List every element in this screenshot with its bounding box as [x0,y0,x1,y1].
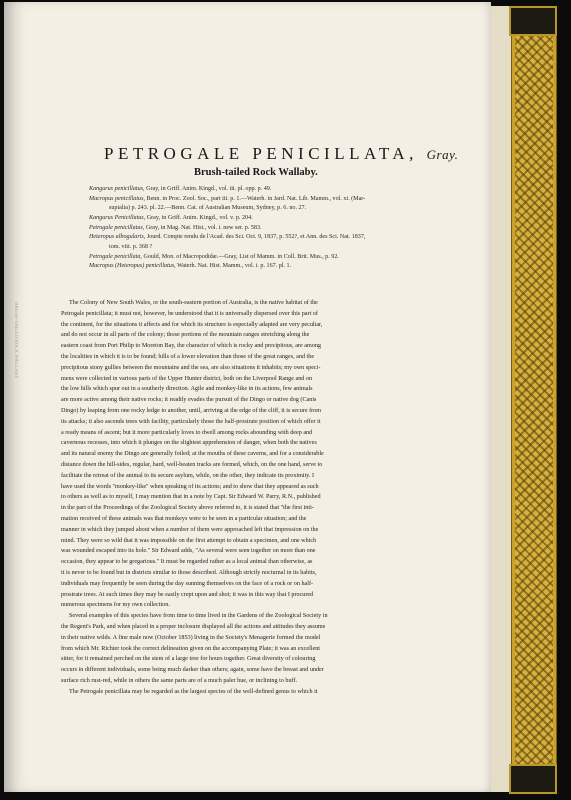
body-text [61,298,486,697]
synonym-line [89,243,489,253]
body-line: and its natural enemy the Dingo are generally foiled; at the mouths of these caverns, and for a considerable [61,451,324,458]
body-line: occasion, they appear to be gregarious." It must be regarded rather as a local animal than otherwise, as [61,559,313,566]
body-line: was wounded escaped into its hole." Sir Edward adds, "As several were seen together on more than one [61,548,316,555]
body-line: it is never to be found but in districts similar to those described. Although strictly nocturnal in its habits, [61,569,317,576]
synonym-line [89,233,489,243]
body-line: precipitous stony gullies between the mountains and the sea, are also situations it inhabits; my own speci- [61,364,321,371]
synonym-name: Petrogale penicillata, [89,253,142,260]
synonymy-list [89,185,489,272]
synonym-name: Kangurus penicillatus, [89,186,145,192]
body-line: a ready means of ascent; but it more particularly loves to dwell among rocks abounding with deep and [61,429,313,436]
body-line: the continent, for the situations it affects and for which its structure is especially adapted are very peculiar, [61,321,323,328]
body-line: in their native wilds. A fine male now (October 1853) living in the Society's Menagerie formed the model [61,634,321,641]
body-line: the localities in which it is to be found; hills of a lower elevation than those of the great ranges, and the [61,353,315,360]
body-line: Petrogale penicillata; it must not, however, be understood that it is universally dispersed over this part of [61,310,318,317]
synonym-name: Heteropus albogularis, [89,234,146,241]
gilt-fore-edge [511,24,557,774]
synonym-line [89,224,489,234]
title-author: Gray. [426,147,459,162]
synonym-line [89,185,489,195]
synonym-line [89,253,489,263]
synonym-name: Petrogale penicillatus, [89,224,145,231]
body-line: surface rich rust-red, while in others the same parts are of a much paler hue, or inclining to buff. [61,677,298,684]
body-line: in the part of the Proceedings of the Zoological Society above referred to, it is stated that "the first inti- [61,505,314,512]
body-line: to others as well as to myself, I may mention that in a note by Capt. Sir Edward W. Parry, R.N., published [61,494,321,501]
body-line: The Petrogale penicillata may be regarded as the largest species of the well-defined genus to which it [69,688,318,695]
cover-corner-bottom [509,764,557,794]
body-line: the Regent's Park, and when placed in a proper inclosure displayed all the actions and attitudes they assume [61,623,326,630]
synonym-name: Kangurus Penicillatus, [89,214,146,221]
body-line: sitter, for it remained perched on the stem of a large tree for hours together. Great diversity of colouring [61,656,316,663]
synonym-reference: Jourd. Compte rendu de l'Acad. des Sci. Oct. 9, 1837, p. 552?, et Ann. des Sci. Nat. 1837, [146,234,366,241]
book-page [4,2,491,792]
body-line: eastern coast from Port Philip to Moreton Bay, the character of which is rocky and precipitous, are among [61,343,321,350]
body-line: have used the words "monkey-like" when speaking of its actions; and to show that they appeared as such [61,483,319,490]
page-edges [491,6,511,792]
synonym-reference: Gould, Mon. of Macropodidæ.—Gray, List of Mamm. in Coll. Brit. Mus., p. 92. [143,253,339,260]
body-line: prostrate trees. At such times they may be easily crept upon and shot; it was in this way that I procured [61,591,314,598]
body-line: the low hills which spur out in a southerly direction. Agile and monkey-like in its actions, few animals [61,386,313,393]
body-line: Dingo) by leaping from one rocky ledge to another, until, arriving at the edge of the cliff, it is secure from [61,407,322,414]
synonym-reference: tom. viii. p. 368 ? [109,243,153,250]
synonym-line [89,262,489,272]
body-line: Several examples of this species have from time to time lived in the Gardens of the Zoological Society in [69,613,328,620]
synonym-reference: Gray, in Griff. Anim. Kingd., vol. v. p. 204. [146,214,253,221]
synonym-reference: Benn. in Proc. Zool. Soc., part iii. p. 1.—Waterh. in Jard. Nat. Lib. Mamm., vol. xi. (Mar- [146,195,366,202]
cover-corner-top [509,6,557,36]
body-line: mation received of these animals was that monkeys were to be seen in a particular situation; and the [61,515,307,522]
body-line: mens were collected in various parts of the Upper Hunter district, both on the Liverpool Range and on [61,375,313,382]
synonym-name: Macropus penicillatus, [89,195,145,202]
body-line: manner in which they jumped about when a number of them were approached left that impression on the [61,526,319,533]
common-name: Brush-tailed Rock Wallaby. [194,167,318,178]
marbled-pattern [515,28,553,770]
body-line: numerous specimens for my own collection. [61,602,170,609]
body-line: individuals may frequently be seen during the day sunning themselves on the face of a rock or on half- [61,580,314,587]
synonym-line [89,214,489,224]
body-line: and do not occur in all parts of the colony; those portions of the mountain ranges stretching along the [61,332,310,339]
synonym-reference: supialia) p. 243. pl. 22.—Benn. Cat. of Australian Museum, Sydney, p. 6. no. 27. [109,205,307,212]
body-line: are more active among their native rocks; it readily evades the pursuit of the Dingo or native dog (Canis [61,397,317,404]
body-line: occurs in different individuals, some being much darker than others; again, some have the breast and under [61,667,324,674]
species-title [104,144,459,164]
synonym-line [89,195,489,205]
synonym-reference: Gray, in Griff. Anim. Kingd., vol. iii. pl. opp. p. 49. [146,186,272,192]
body-line: its attacks; it also ascends trees with facility, particularly those the half-prostrate position of which offer it [61,418,321,425]
gutter-bleedthrough-text: BRUSH-TAILED ROCK WALLABY [13,302,18,379]
body-line: distance down the hill-sides, regular, hard, well-beaten tracks are formed, which, on the one hand, serve to [61,461,323,468]
body-line: from which Mr. Richter took the correct delineation given on the accompanying Plate; it was an excellent [61,645,321,652]
species-name: PETROGALE PENICILLATA, [104,144,418,163]
body-line: facilitate the retreat of the animal to its secure asylum, while, on the other, they indicate its proximity. I [61,472,315,479]
body-line: mind. They were so wild that it was impossible on the first attempt to obtain a specimen, and one which [61,537,317,544]
synonym-reference: Waterh. Nat. Hist. Mamm., vol. i. p. 167. pl. 1. [177,263,292,270]
synonym-reference: Gray, in Mag. Nat. Hist., vol. i. new ser. p. 583. [145,224,262,231]
body-line: cavernous recesses, into which it plunges on the slightest apprehension of danger, when both the natives [61,440,317,447]
synonym-line [89,204,489,214]
body-line: The Colony of New South Wales, or the south-eastern portion of Australia, is the native habitat of the [69,300,318,306]
synonym-name: Macropus (Heteropus) penicillatus, [89,263,176,270]
